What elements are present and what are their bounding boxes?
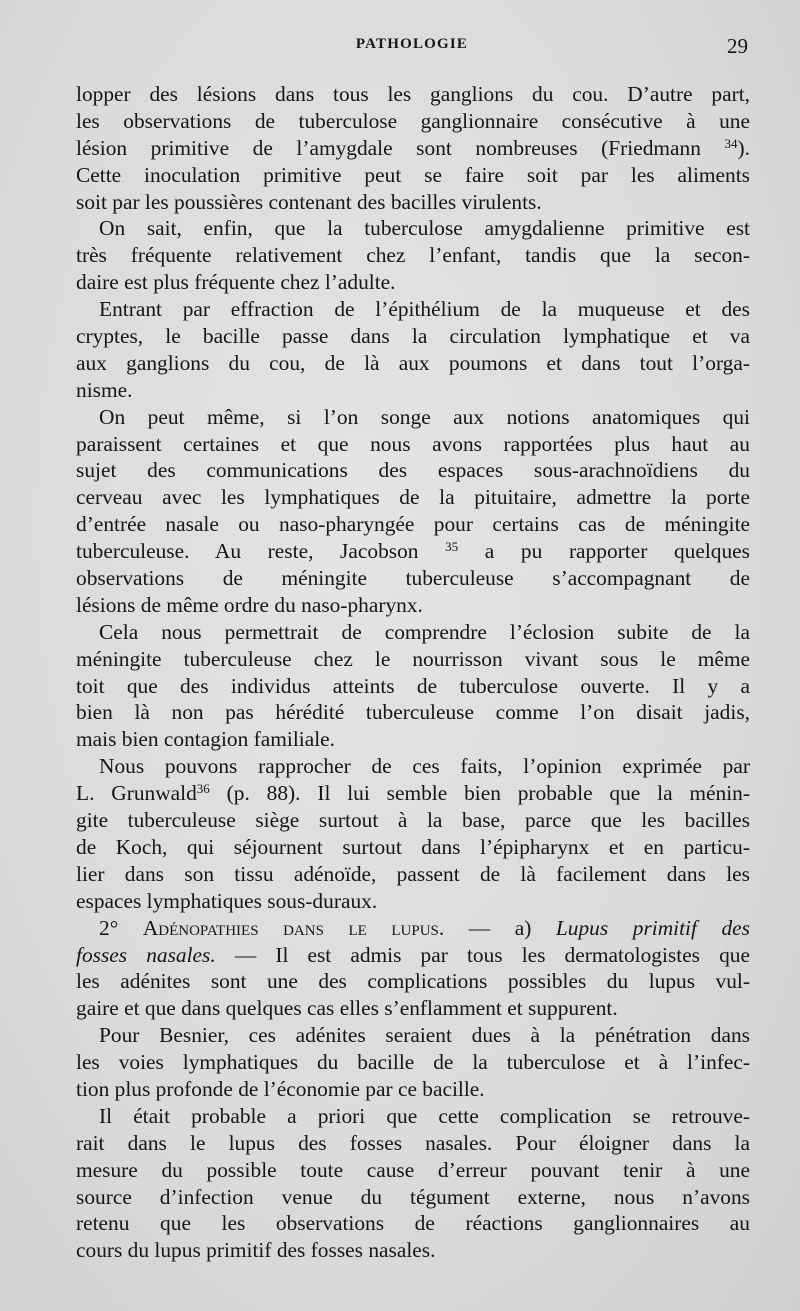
text-line: les voies lymphatiques du bacille de la tuberculose et à l’infec- (76, 1050, 750, 1075)
text-line: nisme. (76, 377, 133, 402)
text-line: gaire et que dans quelques cas elles s’enflamment et suppurent. (76, 996, 618, 1021)
text-line: soit par les poussières contenant des bacilles virulents. (76, 189, 542, 214)
text-segment: tuberculeuse. Au reste, Jacobson (76, 539, 446, 564)
text-line: aux ganglions du cou, de là aux poumons et dans tout l’orga- (76, 350, 750, 375)
text-line: mesure du possible toute cause d’erreur pouvant tenir à une (76, 1157, 750, 1182)
text-line: gite tuberculeuse siège surtout à la base, parce que les bacilles (76, 808, 750, 833)
paragraph-first-line: Il était probable a priori que cette complication se retrouve- (99, 1103, 750, 1128)
text-segment: a pu rapporter quelques (458, 539, 750, 564)
text-line: retenu que les observations de réactions ganglionnaires au (76, 1211, 750, 1236)
text-line: de Koch, qui séjournent surtout dans l’épipharynx et en particu- (76, 834, 750, 859)
text-line: bien là non pas hérédité tuberculeuse comme l’on disait jadis, (76, 700, 750, 725)
subsection-title: Lupus primitif des (555, 915, 750, 940)
text-line: daire est plus fréquente chez l’adulte. (76, 270, 396, 295)
body-text (76, 81, 750, 1264)
text-line: cerveau avec les lymphatiques de la pituitaire, admettre la porte (76, 485, 750, 510)
page-number: 29 (727, 34, 748, 58)
text-line: méningite tuberculeuse chez le nourrisson vivant sous le même (76, 646, 750, 671)
text-line: cryptes, le bacille passe dans la circulation lymphatique et va (76, 324, 750, 349)
text-line: tion plus profonde de l’économie par ce bacille. (76, 1076, 485, 1101)
paragraph-first-line: Nous pouvons rapprocher de ces faits, l’opinion exprimée par (99, 754, 750, 779)
paragraph-first-line: On sait, enfin, que la tuberculose amygdalienne primitive est (99, 216, 750, 241)
text-line: lier dans son tissu adénoïde, passent de là facilement dans les (76, 861, 750, 886)
text-line: espaces lymphatiques sous-duraux. (76, 888, 378, 913)
text-line (76, 135, 750, 162)
text-segment: ). (737, 135, 750, 160)
text-line (76, 538, 750, 565)
subsection-title-cont: fosses nasales. (76, 942, 216, 967)
text-line: les adénites sont une des complications possibles du lupus vul- (76, 969, 750, 994)
text-line: lopper des lésions dans tous les ganglions du cou. D’autre part, (76, 82, 750, 106)
section-heading-line (76, 915, 750, 942)
paragraph-first-line: Cela nous permettrait de comprendre l’éclosion subite de la (99, 619, 750, 644)
text-line: source d’infection venue du tégument externe, nous n’avons (76, 1184, 750, 1209)
text-segment: L. Grunwald (76, 781, 197, 806)
footnote-ref: 36 (196, 781, 210, 797)
text-line: cours du lupus primitif des fosses nasales. (76, 1238, 436, 1263)
text-line (76, 942, 750, 969)
text-line: paraissent certaines et que nous avons rapportées plus haut au (76, 431, 750, 456)
paragraph-first-line: On peut même, si l’on songe aux notions anatomiques qui (99, 404, 750, 429)
paragraph-first-line: Entrant par effraction de l’épithélium de la muqueuse et des (99, 297, 750, 322)
text-line: lésions de même ordre du naso-pharynx. (76, 592, 423, 617)
text-line: mais bien contagion familiale. (76, 727, 335, 752)
text-segment: — Il est admis par tous les dermatologistes que (215, 942, 750, 967)
text-line: rait dans le lupus des fosses nasales. Pour éloigner dans la (76, 1130, 750, 1155)
text-segment: (p. 88). Il lui semble bien probable que la ménin- (209, 781, 750, 806)
text-line: toit que des individus atteints de tuberculose ouverte. Il y a (76, 673, 750, 698)
subsection-marker: — a) (444, 915, 556, 940)
running-head: PATHOLOGIE (355, 36, 469, 52)
text-line: sujet des communications des espaces sous-arachnoïdiens du (76, 458, 750, 483)
text-line (76, 780, 750, 807)
text-line: observations de méningite tuberculeuse s’accompagnant de (76, 566, 750, 591)
page-header (76, 34, 748, 58)
text-line: Cette inoculation primitive peut se faire soit par les aliments (76, 162, 750, 187)
text-line: très fréquente relativement chez l’enfant, tandis que la secon- (76, 243, 750, 268)
paragraph-first-line: Pour Besnier, ces adénites seraient dues à la pénétration dans (99, 1023, 750, 1048)
footnote-ref: 34 (724, 135, 738, 151)
text-segment: lésion primitive de l’amygdale sont nombreuses (Friedmann (76, 135, 725, 160)
text-line: les observations de tuberculose ganglionnaire consécutive à une (76, 108, 750, 133)
section-number: 2° (99, 915, 143, 940)
footnote-ref: 35 (445, 539, 459, 555)
section-title: Adénopathies dans le lupus. (142, 915, 445, 940)
text-line: d’entrée nasale ou naso-pharyngée pour certains cas de méningite (76, 512, 750, 537)
